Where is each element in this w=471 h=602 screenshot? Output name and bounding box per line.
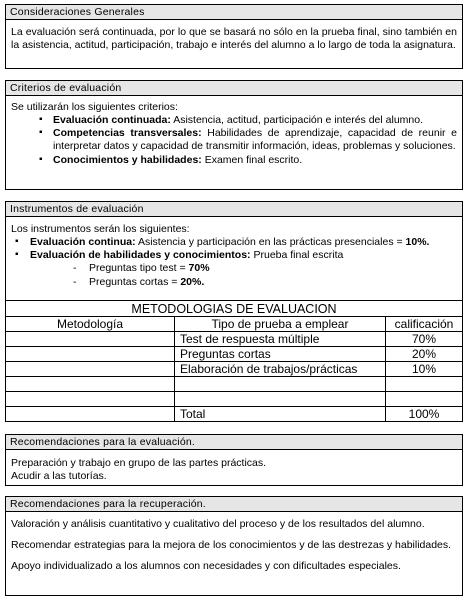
list-item: ▪ Competencias transversales: Habilidades de aprendizaje, capacidad de reunir e interpretar datos y capacidad de transmitir información, ideas, problemas y soluciones. [11, 127, 457, 153]
column-header: Metodología [6, 317, 175, 332]
instrumentos-sublist [11, 262, 457, 288]
table-cell: Test de respuesta múltiple [175, 332, 386, 347]
table-cell: Preguntas cortas [175, 347, 386, 362]
table-row [6, 347, 463, 362]
table-cell [386, 377, 463, 392]
table-cell [175, 377, 386, 392]
column-header: calificación [386, 317, 463, 332]
recuperacion-paragraph: Valoración y análisis cuantitativo y cualitativo del proceso y de los resultados del alumno. [11, 518, 425, 530]
recomendaciones-section [5, 434, 463, 486]
list-item: - Preguntas cortas = 20%. [11, 276, 457, 289]
table-cell: 10% [386, 362, 463, 377]
table-cell [6, 362, 175, 377]
column-header: Tipo de prueba a emplear [175, 317, 386, 332]
table-cell [6, 332, 175, 347]
recuperacion-paragraph: Apoyo individualizado a los alumnos con necesidades y con dificultades especiales. [11, 560, 401, 573]
recomendaciones-line: Acudir a las tutorías. [11, 470, 107, 483]
table-header-row [6, 317, 463, 332]
instrumentos-section [5, 201, 463, 301]
metodologias-title: METODOLOGIAS DE EVALUACION [6, 301, 463, 317]
metodologias-table [5, 300, 463, 422]
table-cell: 20% [386, 347, 463, 362]
table-cell: 70% [386, 332, 463, 347]
table-cell [6, 347, 175, 362]
table-cell [386, 392, 463, 407]
list-item: ▪ Evaluación continua: Asistencia y participación en las prácticas presenciales = 10%. [11, 236, 457, 249]
table-row [6, 362, 463, 377]
table-row [6, 392, 463, 407]
list-item: ▪ Conocimientos y habilidades: Examen final escrito. [11, 154, 457, 167]
recomendaciones-line: Preparación y trabajo en grupo de las partes prácticas. [11, 457, 267, 469]
table-cell: 100% [386, 407, 463, 422]
consideraciones-text: La evaluación será continuada, por lo que se basará no sólo en la prueba final, sino también en la asistencia, actitud, participación, trabajo e interés del alumno a lo largo de toda la asignatura. [11, 26, 457, 52]
instrumentos-list [11, 236, 457, 262]
table-cell [6, 407, 175, 422]
table-cell [6, 392, 175, 407]
table-row [6, 332, 463, 347]
list-item: ▪ Evaluación continuada: Asistencia, actitud, participación e interés del alumno. [11, 114, 457, 127]
list-item: ▪ Evaluación de habilidades y conocimientos: Prueba final escrita [11, 249, 457, 262]
consideraciones-section [5, 4, 463, 69]
criterios-section [5, 80, 463, 190]
table-cell: Total [175, 407, 386, 422]
criterios-header: Criterios de evaluación [6, 81, 462, 96]
consideraciones-header: Consideraciones Generales [6, 5, 462, 20]
table-row [6, 377, 463, 392]
recuperacion-paragraph: Recomendar estrategias para la mejora de los conocimientos y de las destrezas y habilidades. [11, 539, 452, 552]
table-cell: Elaboración de trabajos/prácticas [175, 362, 386, 377]
criterios-list [11, 114, 457, 167]
recuperacion-section [5, 496, 463, 596]
recuperacion-header: Recomendaciones para la recuperación. [6, 497, 462, 512]
recomendaciones-header: Recomendaciones para la evaluación. [6, 435, 462, 450]
instrumentos-intro: Los instrumentos serán los siguientes: [11, 223, 190, 235]
table-row [6, 407, 463, 422]
instrumentos-header: Instrumentos de evaluación [6, 202, 462, 217]
table-cell [175, 392, 386, 407]
list-item: - Preguntas tipo test = 70% [11, 262, 457, 275]
criterios-intro: Se utilizarán los siguientes criterios: [11, 101, 178, 113]
table-cell [6, 377, 175, 392]
